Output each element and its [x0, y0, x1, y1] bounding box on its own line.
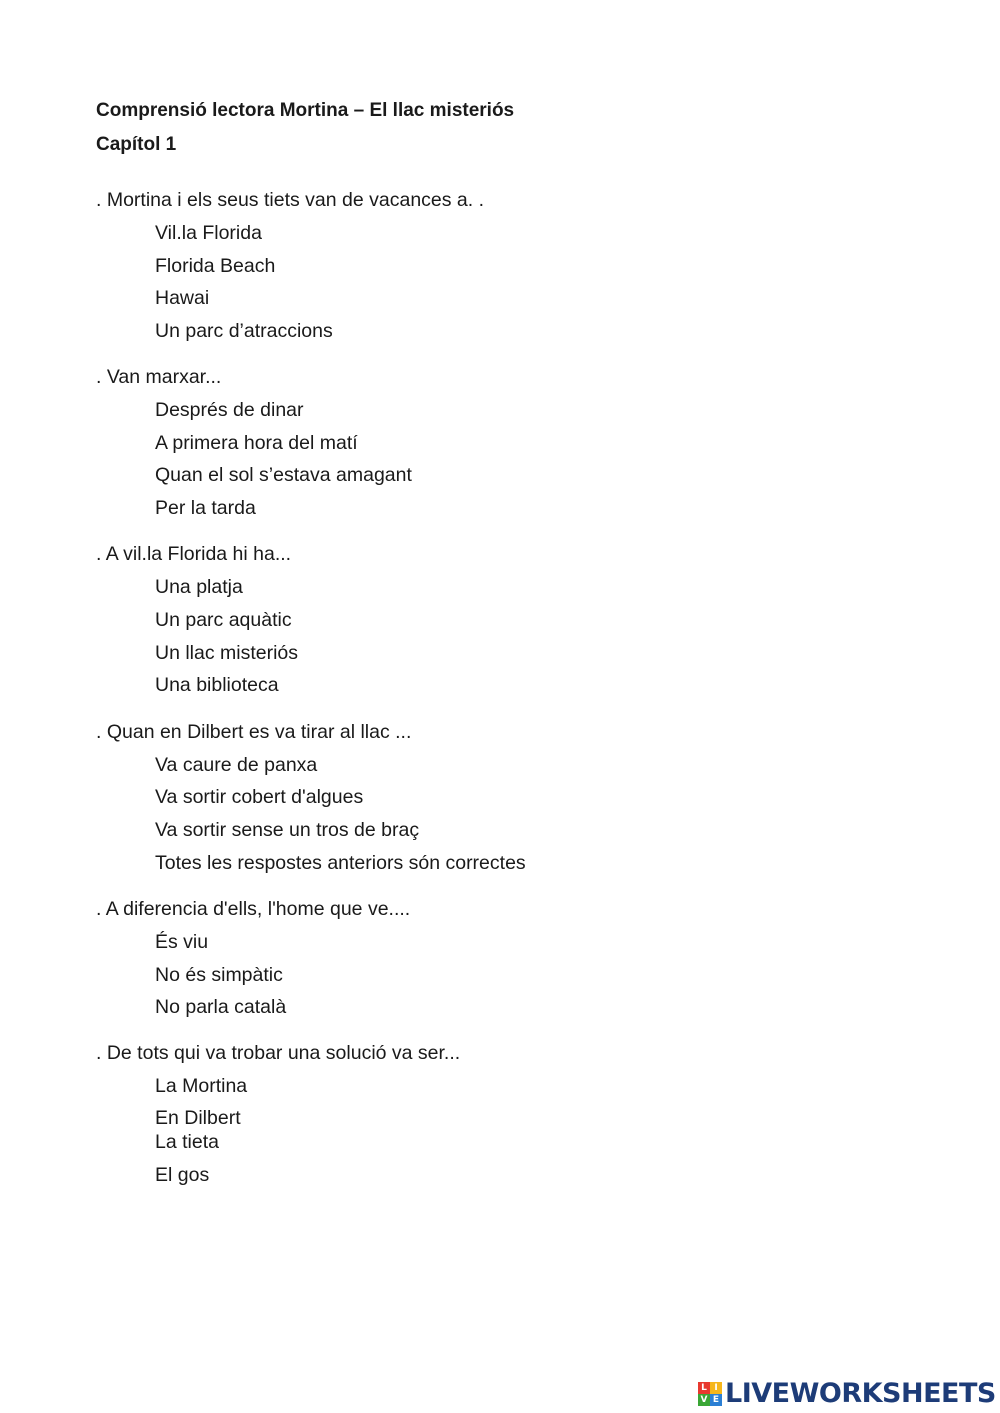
- chapter-subtitle: Capítol 1: [96, 134, 177, 155]
- logo-tile-i: I: [710, 1382, 722, 1394]
- logo-tile-e: E: [710, 1394, 722, 1406]
- question-4-option-3[interactable]: Va sortir sense un tros de braç: [155, 819, 420, 841]
- question-5-option-2[interactable]: No és simpàtic: [155, 964, 283, 986]
- question-1-option-4[interactable]: Un parc d’atraccions: [155, 320, 333, 342]
- question-6-option-4[interactable]: El gos: [155, 1164, 210, 1186]
- liveworksheets-logo: [698, 1378, 996, 1410]
- question-2-option-2[interactable]: A primera hora del matí: [155, 432, 358, 454]
- question-1-option-3[interactable]: Hawai: [155, 287, 210, 309]
- question-6-option-2[interactable]: En Dilbert: [155, 1107, 241, 1129]
- question-4-option-2[interactable]: Va sortir cobert d'algues: [155, 786, 364, 808]
- question-1-option-1[interactable]: Vil.la Florida: [155, 222, 262, 244]
- question-3-option-4[interactable]: Una biblioteca: [155, 674, 279, 696]
- question-6-option-3[interactable]: La tieta: [155, 1131, 219, 1153]
- question-4-option-4[interactable]: Totes les respostes anteriors són correctes: [155, 852, 526, 874]
- question-2-option-4[interactable]: Per la tarda: [155, 497, 256, 519]
- question-3-option-2[interactable]: Un parc aquàtic: [155, 609, 292, 631]
- question-3-prompt: . A vil.la Florida hi ha...: [96, 543, 292, 565]
- document-title: Comprensió lectora Mortina – El llac misteriós: [96, 100, 515, 121]
- logo-tile-l: L: [698, 1382, 710, 1394]
- question-5-prompt: . A diferencia d'ells, l'home que ve....: [96, 898, 411, 920]
- question-1-option-2[interactable]: Florida Beach: [155, 255, 276, 277]
- question-4-option-1[interactable]: Va caure de panxa: [155, 754, 318, 776]
- question-2-option-3[interactable]: Quan el sol s’estava amagant: [155, 464, 412, 486]
- question-3-option-3[interactable]: Un llac misteriós: [155, 642, 299, 664]
- question-5-option-3[interactable]: No parla català: [155, 996, 287, 1018]
- brand-name: LIVEWORKSHEETS: [725, 1378, 996, 1409]
- question-2-prompt: . Van marxar...: [96, 366, 222, 388]
- question-6-prompt: . De tots qui va trobar una solució va ser...: [96, 1042, 461, 1064]
- question-2-option-1[interactable]: Després de dinar: [155, 399, 304, 421]
- question-5-option-1[interactable]: És viu: [155, 931, 209, 953]
- question-6-option-1[interactable]: La Mortina: [155, 1075, 248, 1097]
- liveworksheets-logo-icon: [698, 1382, 722, 1406]
- question-3-option-1[interactable]: Una platja: [155, 576, 243, 598]
- question-4-prompt: . Quan en Dilbert es va tirar al llac ...: [96, 721, 412, 743]
- logo-tile-v: V: [698, 1394, 710, 1406]
- question-1-prompt: . Mortina i els seus tiets van de vacances a. .: [96, 189, 485, 211]
